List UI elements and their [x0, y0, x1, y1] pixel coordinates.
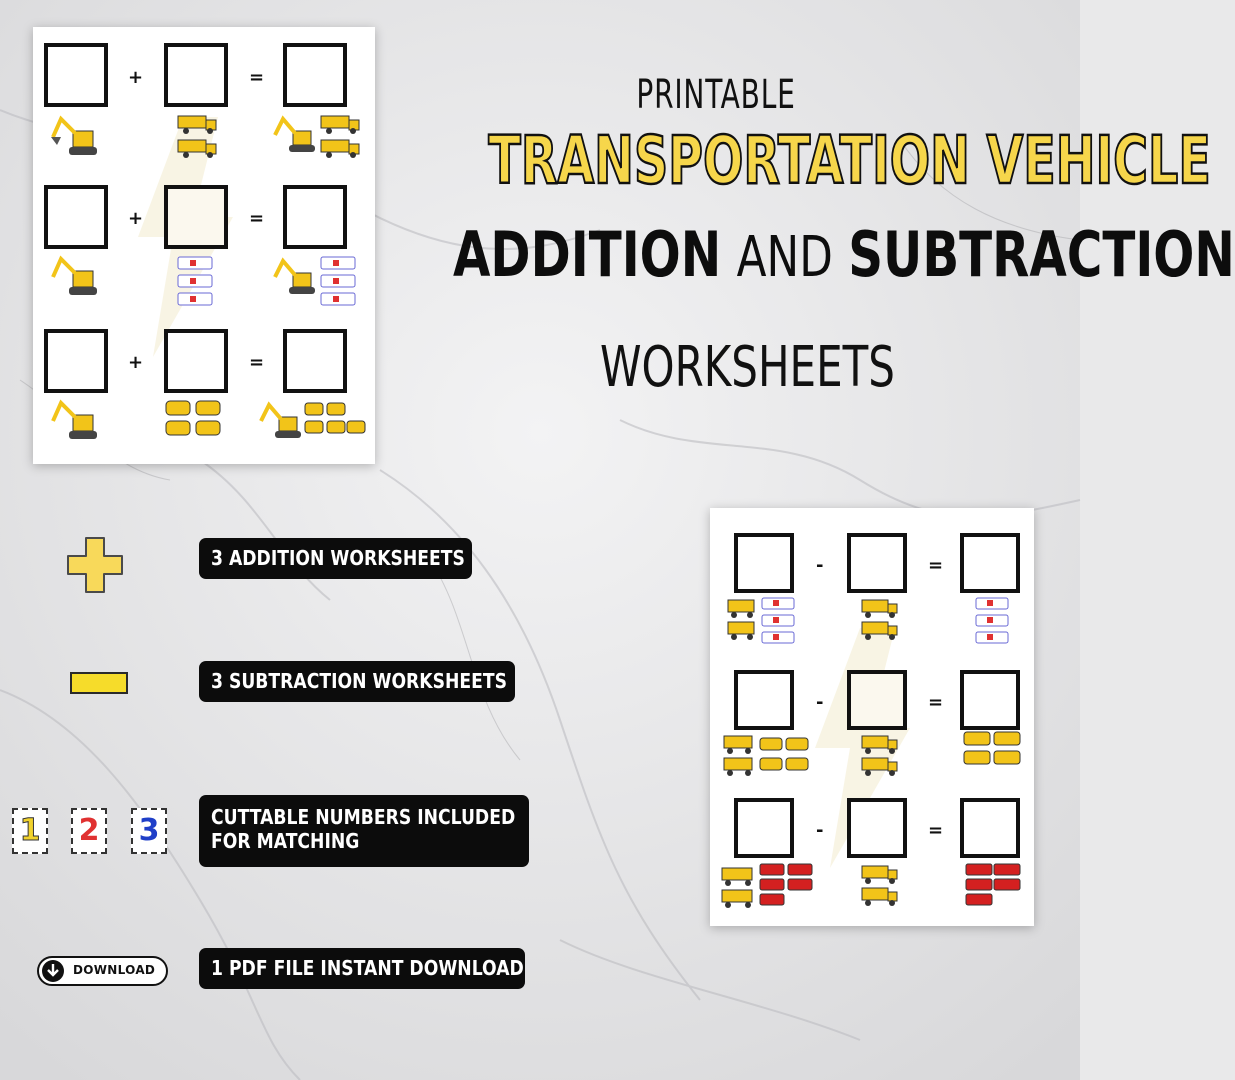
answer-box: [734, 670, 794, 730]
number-tile-3: 3: [131, 808, 167, 854]
title-worksheets: WORKSHEETS: [600, 335, 895, 400]
answer-box: [283, 185, 347, 249]
title-transportation-vehicle: TRANSPORTATION VEHICLE: [488, 122, 1211, 199]
addition-worksheet-preview: [33, 27, 375, 464]
answer-box: [44, 185, 108, 249]
cement-mixer-icon: [962, 730, 1024, 770]
dump-truck-icon: [860, 862, 902, 908]
feature-pdf-download: 1 PDF FILE INSTANT DOWNLOAD: [199, 948, 525, 989]
fire-truck-icon: [964, 862, 1024, 908]
minus-sign: -: [816, 555, 824, 576]
download-icon: [42, 960, 64, 982]
title-printable: PRINTABLE: [636, 72, 796, 118]
plus-sign: +: [128, 208, 144, 229]
trucks-and-mixers-icon: [722, 732, 818, 776]
number-tile-1: 1: [12, 808, 48, 854]
equals-sign: =: [928, 555, 944, 576]
title-addition-and-subtraction: [453, 218, 1235, 291]
plus-icon: [66, 536, 124, 594]
dump-truck-icon: [860, 596, 902, 642]
number-tile-2: 2: [71, 808, 107, 854]
answer-box: [164, 185, 228, 249]
title-addition: ADDITION: [453, 218, 722, 291]
cement-mixer-icon: [164, 399, 224, 441]
ambulance-icon: [974, 596, 1014, 656]
feature-subtraction-worksheets: 3 SUBTRACTION WORKSHEETS: [199, 661, 515, 702]
equals-sign: =: [249, 208, 265, 229]
answer-box: [164, 43, 228, 107]
equals-sign: =: [249, 352, 265, 373]
answer-box: [283, 329, 347, 393]
trucks-and-ambulances-icon: [726, 596, 802, 654]
answer-box: [847, 798, 907, 858]
answer-box: [164, 329, 228, 393]
excavator-icon: [51, 255, 101, 299]
feature-cuttable-numbers: CUTTABLE NUMBERS INCLUDED FOR MATCHING: [199, 795, 529, 867]
minus-sign: -: [816, 820, 824, 841]
answer-box: [44, 329, 108, 393]
plus-sign: +: [128, 67, 144, 88]
excavator-and-mixers-icon: [257, 399, 367, 443]
answer-box: [960, 533, 1020, 593]
answer-box: [960, 670, 1020, 730]
equals-sign: =: [928, 820, 944, 841]
trucks-and-fire-trucks-icon: [720, 862, 820, 908]
equals-sign: =: [249, 67, 265, 88]
excavator-icon: [51, 115, 101, 159]
equals-sign: =: [928, 692, 944, 713]
subtraction-worksheet-preview: [710, 508, 1034, 926]
answer-box: [847, 670, 907, 730]
download-button[interactable]: [37, 956, 168, 986]
plus-sign: +: [128, 352, 144, 373]
dump-truck-icon: [176, 113, 220, 161]
title-subtraction: SUBTRACTION: [848, 218, 1235, 291]
excavator-and-trucks-icon: [271, 113, 367, 161]
answer-box: [734, 533, 794, 593]
dump-truck-icon: [860, 732, 902, 778]
excavator-and-ambulances-icon: [271, 255, 367, 311]
answer-box: [847, 533, 907, 593]
download-label: DOWNLOAD: [73, 963, 156, 977]
ambulance-icon: [176, 255, 216, 311]
minus-sign: -: [816, 692, 824, 713]
answer-box: [283, 43, 347, 107]
answer-box: [960, 798, 1020, 858]
feature-addition-worksheets: 3 ADDITION WORKSHEETS: [199, 538, 472, 579]
title-and: AND: [736, 225, 833, 290]
excavator-icon: [51, 399, 101, 443]
answer-box: [734, 798, 794, 858]
answer-box: [44, 43, 108, 107]
minus-icon: [70, 672, 128, 694]
